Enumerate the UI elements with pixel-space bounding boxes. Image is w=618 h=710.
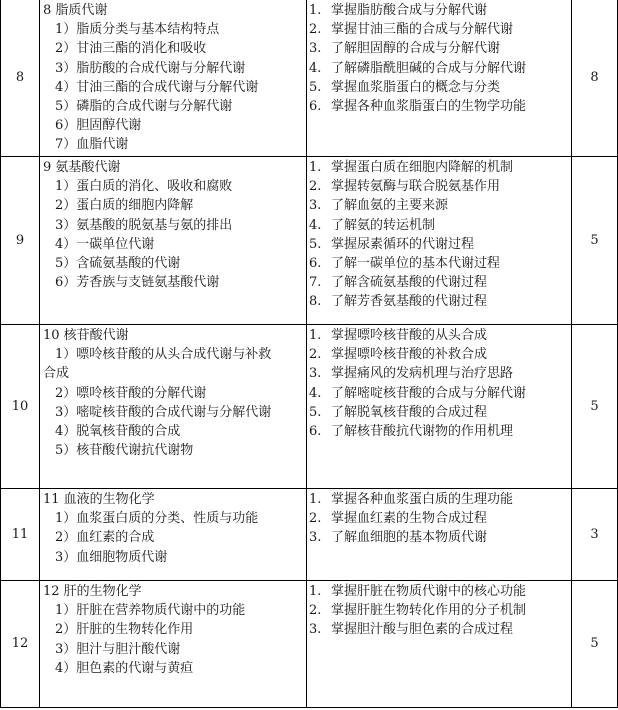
- topic-item: 2）肝脏的生物转化作用: [55, 622, 194, 638]
- objective-text: 掌握嘌呤核苷酸的从头合成: [331, 328, 488, 343]
- objective-item: [309, 422, 569, 441]
- topic-item: 2）嘌呤核苷酸的分解代谢: [55, 385, 207, 401]
- objective-text: 了解胆固醇的合成与分解代谢: [331, 41, 501, 57]
- class-hours: 5: [572, 581, 618, 708]
- objective-text: 掌握肝脏在物质代谢中的核心功能: [331, 584, 527, 599]
- topic-item: 3）嘧啶核苷酸的合成代谢与分解代谢: [55, 404, 272, 420]
- objective-index: 1.: [309, 584, 322, 599]
- table-row: [1, 581, 618, 708]
- class-hours: 3: [572, 489, 618, 581]
- objective-index: 4.: [309, 385, 322, 401]
- objective-index: 1.: [309, 160, 322, 175]
- learning-objectives: [307, 157, 572, 325]
- objective-text: 掌握血红素的生物合成过程: [331, 511, 488, 527]
- objective-item: [309, 384, 569, 403]
- objective-text: 了解氨的转运机制: [331, 217, 436, 233]
- chapter-number: 11: [1, 489, 40, 581]
- chapter-title: 10 核苷酸代谢: [43, 328, 129, 343]
- objective-text: 掌握脂肪酸合成与分解代谢: [331, 3, 488, 18]
- objective-item: [309, 345, 569, 364]
- objective-index: 2.: [309, 347, 322, 363]
- objective-index: 8.: [309, 294, 322, 310]
- objective-index: 4.: [309, 60, 322, 76]
- objective-text: 掌握尿素循环的代谢过程: [331, 236, 475, 252]
- objective-index: 6.: [309, 99, 322, 115]
- objective-text: 了解血氨的主要来源: [331, 198, 449, 214]
- chapter-title: 12 肝的生物化学: [43, 584, 142, 599]
- topic-item: 4）脱氧核苷酸的合成: [55, 424, 181, 440]
- class-hours: 5: [572, 157, 618, 325]
- chapter-content: [40, 157, 307, 325]
- objective-index: 6.: [309, 424, 322, 440]
- objective-index: 3.: [309, 366, 322, 382]
- objective-index: 1.: [309, 328, 322, 343]
- objective-item: [309, 235, 569, 254]
- objective-index: 2.: [309, 22, 322, 38]
- objective-item: [309, 292, 569, 311]
- objective-item: [309, 364, 569, 383]
- objective-text: 掌握嘌呤核苷酸的补救合成: [331, 347, 488, 363]
- topic-item: 3）氨基酸的脱氨基与氨的排出: [55, 217, 233, 233]
- objective-index: 2.: [309, 511, 322, 527]
- objective-index: 1.: [309, 492, 322, 507]
- objective-text: 了解嘧啶核苷酸的合成与分解代谢: [331, 385, 527, 401]
- objective-item: [309, 216, 569, 235]
- chapter-number: 9: [1, 157, 40, 325]
- topic-item: 6）芳香族与支链氨基酸代谢: [55, 275, 220, 291]
- chapter-number: 10: [1, 325, 40, 489]
- topic-item: 3）脂肪酸的合成代谢与分解代谢: [55, 60, 246, 76]
- objective-text: 了解核苷酸抗代谢物的作用机理: [331, 424, 514, 440]
- chapter-content: [40, 581, 307, 708]
- topic-item-continuation: 合成: [43, 366, 70, 382]
- objective-index: 3.: [309, 530, 322, 546]
- topic-item: 5）含硫氨基酸的代谢: [55, 256, 181, 272]
- objective-item: [309, 403, 569, 422]
- topic-item: 2）蛋白质的细胞内降解: [55, 198, 194, 214]
- objective-item: [309, 97, 569, 116]
- objective-index: 6.: [309, 256, 322, 272]
- objective-item: [309, 158, 569, 177]
- class-hours: 8: [572, 0, 618, 157]
- learning-objectives: [307, 0, 572, 157]
- objective-text: 了解含硫氨基酸的代谢过程: [331, 275, 488, 291]
- chapter-content: [40, 325, 307, 489]
- topic-item: 2）甘油三酯的消化和吸收: [55, 41, 207, 57]
- topic-item: 3）胆汁与胆汁酸代谢: [55, 641, 181, 657]
- objective-item: [309, 601, 569, 620]
- objective-item: [309, 528, 569, 547]
- chapter-number: 12: [1, 581, 40, 708]
- objective-text: 掌握血浆脂蛋白的概念与分类: [331, 79, 501, 95]
- chapter-content: [40, 0, 307, 157]
- objective-index: 3.: [309, 41, 322, 57]
- chapter-number: 8: [1, 0, 40, 157]
- objective-index: 7.: [309, 275, 322, 291]
- objective-item: [309, 326, 569, 345]
- objective-item: [309, 78, 569, 97]
- objective-text: 掌握胆汁酸与胆色素的合成过程: [331, 622, 514, 638]
- learning-objectives: [307, 489, 572, 581]
- objective-index: 2.: [309, 603, 322, 619]
- objective-item: [309, 1, 569, 20]
- objective-text: 了解脱氧核苷酸的合成过程: [331, 404, 488, 420]
- learning-objectives: [307, 581, 572, 708]
- topic-item: 1）肝脏在营养物质代谢中的功能: [55, 603, 246, 619]
- objective-text: 掌握转氨酶与联合脱氨基作用: [331, 179, 501, 195]
- topic-item: 3）血细胞物质代谢: [55, 549, 168, 565]
- objective-item: [309, 39, 569, 58]
- topic-item: 2）血红素的合成: [55, 530, 155, 546]
- topic-item: 6）胆固醇代谢: [55, 118, 142, 134]
- objective-item: [309, 509, 569, 528]
- topic-item: 1）脂质分类与基本结构特点: [55, 22, 220, 38]
- topic-item: 1）嘌呤核苷酸的从头合成代谢与补救: [55, 347, 272, 363]
- table-row: [1, 325, 618, 489]
- objective-index: 5.: [309, 236, 322, 252]
- objective-index: 5.: [309, 404, 322, 420]
- class-hours: 5: [572, 325, 618, 489]
- topic-item: 5）核苷酸代谢抗代谢物: [55, 443, 194, 459]
- objective-item: [309, 620, 569, 639]
- topic-item: 4）一碳单位代谢: [55, 236, 155, 252]
- objective-item: [309, 273, 569, 292]
- objective-item: [309, 254, 569, 273]
- table-row: [1, 157, 618, 325]
- chapter-title: 9 氨基酸代谢: [43, 160, 121, 175]
- objective-text: 掌握痛风的发病机理与治疗思路: [331, 366, 514, 382]
- objective-text: 掌握肝脏生物转化作用的分子机制: [331, 603, 527, 619]
- objective-text: 掌握甘油三酯的合成与分解代谢: [331, 22, 514, 38]
- objective-index: 2.: [309, 179, 322, 195]
- topic-item: 1）血浆蛋白质的分类、性质与功能: [55, 511, 259, 527]
- objective-index: 1.: [309, 3, 322, 18]
- objective-text: 了解血细胞的基本物质代谢: [331, 530, 488, 546]
- objective-item: [309, 490, 569, 509]
- objective-item: [309, 177, 569, 196]
- objective-index: 3.: [309, 198, 322, 214]
- objective-item: [309, 59, 569, 78]
- objective-item: [309, 196, 569, 215]
- chapter-content: [40, 489, 307, 581]
- topic-item: 1）蛋白质的消化、吸收和腐败: [55, 179, 233, 195]
- objective-text: 掌握各种血浆脂蛋白的生物学功能: [331, 99, 527, 115]
- chapter-title: 8 脂质代谢: [43, 3, 108, 18]
- objective-item: [309, 20, 569, 39]
- objective-index: 4.: [309, 217, 322, 233]
- objective-index: 3.: [309, 622, 322, 638]
- table-row: [1, 0, 618, 157]
- objective-text: 掌握各种血浆蛋白质的生理功能: [331, 492, 514, 507]
- learning-objectives: [307, 325, 572, 489]
- objective-text: 掌握蛋白质在细胞内降解的机制: [331, 160, 514, 175]
- objective-text: 了解磷脂酰胆碱的合成与分解代谢: [331, 60, 527, 76]
- objective-text: 了解芳香氨基酸的代谢过程: [331, 294, 488, 310]
- topic-item: 4）甘油三酯的合成代谢与分解代谢: [55, 79, 259, 95]
- objective-text: 了解一碳单位的基本代谢过程: [331, 256, 501, 272]
- chapter-title: 11 血液的生物化学: [43, 492, 155, 507]
- topic-item: 5）磷脂的合成代谢与分解代谢: [55, 99, 233, 115]
- objective-item: [309, 582, 569, 601]
- objective-index: 5.: [309, 79, 322, 95]
- table-row: [1, 489, 618, 581]
- topic-item: 4）胆色素的代谢与黄疸: [55, 660, 194, 676]
- topic-item: 7）血脂代谢: [55, 137, 129, 153]
